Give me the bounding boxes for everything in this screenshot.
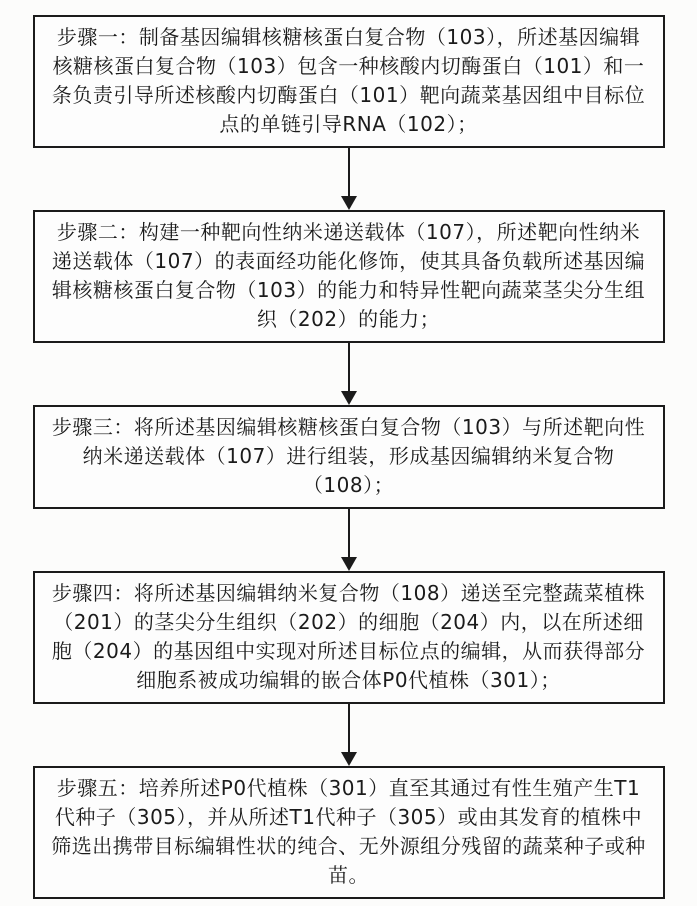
step-2-text: 步骤二：构建一种靶向性纳米递送载体（107），所述靶向性纳米递送载体（107）的表面经功能化修饰，使其具备负载所述基因编辑核糖核蛋白复合物（103）的能力和特异性靶向蔬菜茎尖分生组织（202）的能力； [51,220,646,331]
connector-3-4 [341,509,357,571]
arrow-line [348,343,350,392]
step-4-text: 步骤四：将所述基因编辑纳米复合物（108）递送至完整蔬菜植株（201）的茎尖分生组织（202）的细胞（204）内，以在所述细胞（204）的基因组中实现对所述目标位点的编辑，从而获得部分细胞系被成功编辑的嵌合体P0代植株（301）； [51,581,646,692]
step-5-text: 步骤五：培养所述P0代植株（301）直至其通过有性生殖产生T1代种子（305），并从所述T1代种子（305）或由其发育的植株中筛选出携带目标编辑性状的纯合、无外源组分残留的蔬菜种子或种苗。 [51,776,646,887]
connector-4-5 [341,704,357,766]
arrow-down-icon [341,391,357,405]
step-box-5 [33,766,665,899]
step-3-text: 步骤三：将所述基因编辑核糖核蛋白复合物（103）与所述靶向性纳米递送载体（107）进行组装，形成基因编辑纳米复合物（108）； [51,415,646,497]
step-1-text: 步骤一：制备基因编辑核糖核蛋白复合物（103），所述基因编辑核糖核蛋白复合物（103）包含一种核酸内切酶蛋白（101）和一条负责引导所述核酸内切酶蛋白（101）靶向蔬菜基因组中目标位点的单链引导RNA（102）； [51,25,646,136]
arrow-line [348,148,350,197]
arrow-line [348,509,350,558]
arrow-down-icon [341,752,357,766]
step-box-4 [33,571,665,704]
step-box-3 [33,405,665,509]
step-box-1 [33,15,665,148]
arrow-down-icon [341,557,357,571]
step-box-2 [33,210,665,343]
connector-2-3 [341,343,357,405]
arrow-down-icon [341,196,357,210]
arrow-line [348,704,350,753]
connector-1-2 [341,148,357,210]
